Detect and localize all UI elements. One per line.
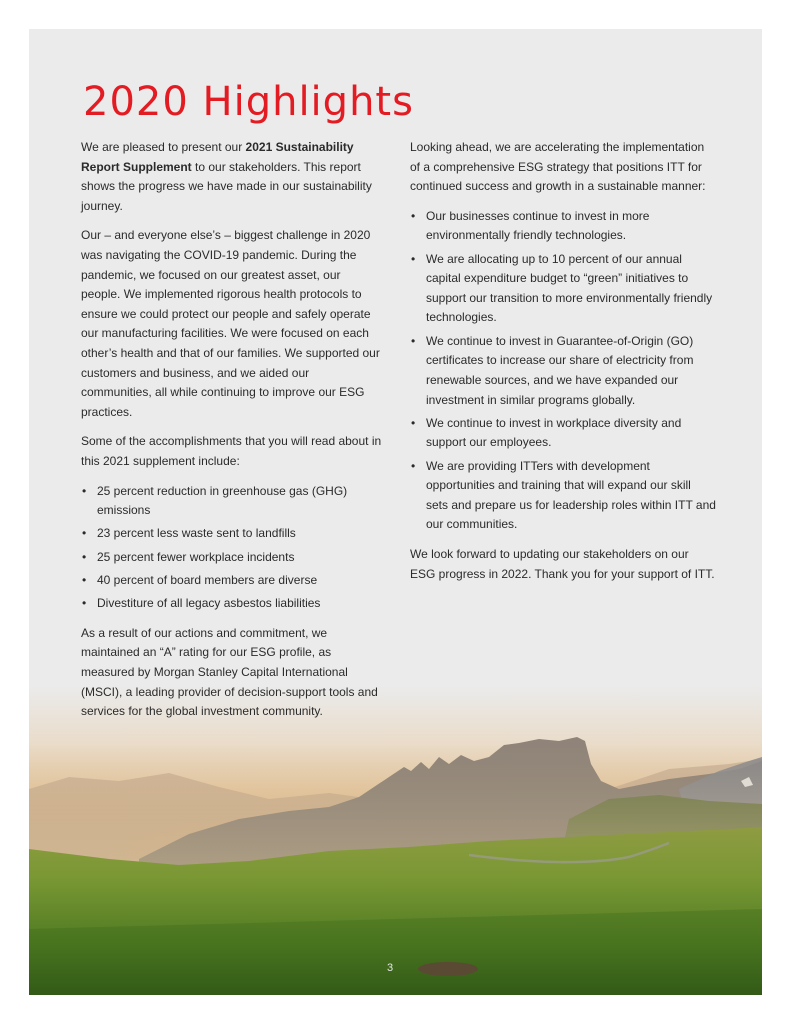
list-item: • We continue to invest in workplace diversity and support our employees. xyxy=(410,414,716,453)
report-name: 2021 Sustainability Report Supplement xyxy=(81,140,354,174)
page-title: 2020 Highlights xyxy=(83,79,414,125)
accomplishments-intro: Some of the accomplishments that you will read about in this 2021 supplement include: xyxy=(81,434,382,468)
covid-paragraph: Our – and everyone else’s – biggest challenge in 2020 was navigating the COVID-19 pandemic. During the pandemic, we focused on our greatest asset, our people. We implemented rigorous health protocols to ensure we could protect our people and safely operate our manufacturing facilities. We were focused on each other’s health and that of our families. We supported our customers and business, and we aided our communities, all while continuing to improve our ESG practices. xyxy=(81,228,380,419)
right-column xyxy=(410,138,716,594)
intro-paragraph xyxy=(81,138,383,216)
page-number: 3 xyxy=(387,962,394,974)
initiatives-list xyxy=(410,207,716,535)
list-item: • Divestiture of all legacy asbestos liabilities xyxy=(81,594,383,614)
list-item: • 25 percent reduction in greenhouse gas (GHG) emissions xyxy=(81,482,383,521)
list-item: • Our businesses continue to invest in more environmentally friendly technologies. xyxy=(410,207,716,246)
list-item: • We are allocating up to 10 percent of our annual capital expenditure budget to “green” initiatives to support our transition to more environmentally friendly technologies. xyxy=(410,250,716,328)
strategy-intro: Looking ahead, we are accelerating the implementation of a comprehensive ESG strategy that positions ITT for continued success and growth in a sustainable manner: xyxy=(410,140,706,194)
intro-suffix: to our stakeholders. This report shows the progress we have made in our sustainability journey. xyxy=(81,159,372,213)
left-column xyxy=(81,138,383,732)
rating-paragraph: As a result of our actions and commitment, we maintained an “A” rating for our ESG profile, as measured by Morgan Stanley Capital International (MSCI), a leading provider of decision-support tools and services for the global investment community. xyxy=(81,625,378,719)
accomplishments-list xyxy=(81,482,383,614)
list-item: • 40 percent of board members are diverse xyxy=(81,571,383,591)
list-item: • We are providing ITTers with development opportunities and training that will expand our skill sets and prepare us for leadership roles within ITT and our communities. xyxy=(410,457,716,535)
list-item: • We continue to invest in Guarantee-of-Origin (GO) certificates to increase our share of electricity from renewable sources, and we have expanded our investment in similar programs globally. xyxy=(410,332,716,410)
document-page xyxy=(29,29,762,995)
list-item: • 23 percent less waste sent to landfills xyxy=(81,524,383,544)
list-item: • 25 percent fewer workplace incidents xyxy=(81,548,383,568)
intro-prefix: We are pleased to present our xyxy=(81,140,246,154)
closing-paragraph: We look forward to updating our stakeholders on our ESG progress in 2022. Thank you for your support of ITT. xyxy=(410,547,715,581)
